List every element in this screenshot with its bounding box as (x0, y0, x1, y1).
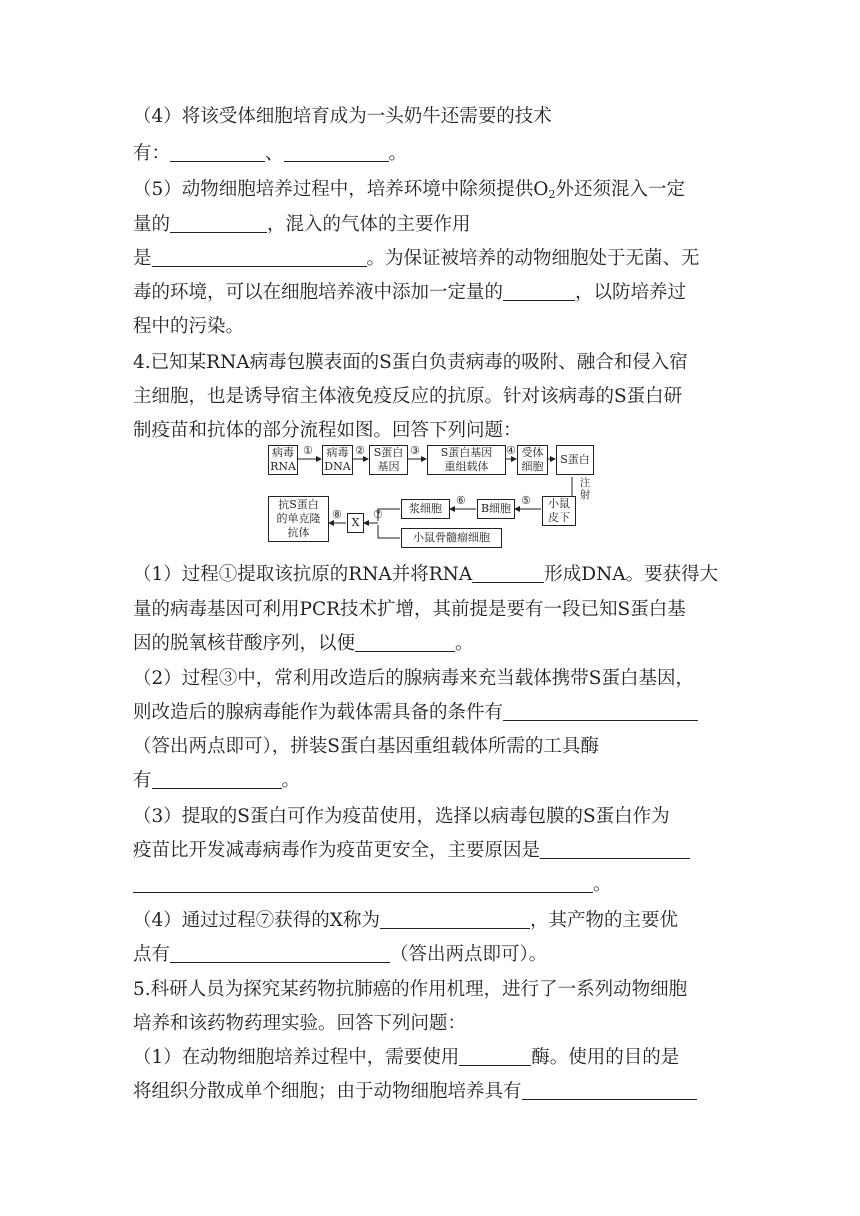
text-line: 将组织分散成单个细胞；由于动物细胞培养具有 (133, 1076, 733, 1108)
text-line: （4）通过过程⑦获得的X称为 ，其产物的主要优 (133, 910, 678, 931)
answer-blank[interactable] (284, 141, 389, 162)
box-virus-dna: 病毒 DNA (322, 445, 353, 475)
text-line: 量的病毒基因可利用PCR技术扩增，其前提是要有一段已知S蛋白基 (133, 599, 686, 620)
step-7-label: ⑦ (373, 508, 383, 521)
answer-blank[interactable] (540, 838, 690, 859)
box-b-cell: B细胞 (477, 499, 515, 519)
text-line: 4.已知某RNA病毒包膜表面的S蛋白负责病毒的吸附、融合和侵入宿 (133, 352, 688, 373)
step-2-label: ② (355, 444, 365, 457)
answer-blank[interactable] (380, 908, 530, 929)
step-4-label: ④ (506, 444, 516, 457)
text-line: （3）提取的S蛋白可作为疫苗使用，选择以病毒包膜的S蛋白作为 (133, 806, 670, 827)
text-line: （1）在动物细胞培养过程中，需要使用 酶。使用的目的是 (133, 1047, 680, 1068)
text-line: 毒的环境，可以在细胞培养液中添加一定量的 ，以防培养过 (133, 282, 687, 303)
answer-blank[interactable] (133, 872, 593, 893)
answer-blank[interactable] (503, 700, 698, 721)
box-s-gene: S蛋白 基因 (369, 445, 408, 475)
inject-label: 注 射 (579, 477, 591, 501)
text-line: （答出两点即可），拼装S蛋白基因重组载体所需的工具酶 (133, 736, 599, 757)
text-line: 程中的污染。 (133, 316, 245, 337)
box-monoclonal-antibody: 抗S蛋白 的单克隆 抗体 (268, 496, 329, 542)
text-line: （5）动物细胞培养过程中，培养环境中除须提供$O_2$外还须混入一定 (133, 179, 685, 201)
text-line: 5.科研人员为探究某药物抗肺癌的作用机理，进行了一系列动物细胞 (133, 979, 688, 1000)
text-line: 疫苗比开发减毒病毒作为疫苗更安全，主要原因是 (133, 835, 733, 867)
box-s-protein: S蛋白 (556, 445, 594, 475)
text-line: （4）将该受体细胞培育成为一头奶牛还需要的技术 (133, 106, 552, 127)
text-line: 因的脱氧核苷酸序列，以便 。 (133, 633, 474, 654)
text-line: 主细胞，也是诱导宿主体液免疫反应的抗原。针对该病毒的S蛋白研 (133, 386, 683, 407)
step-6-label: ⑥ (456, 494, 466, 507)
box-plasma-cell: 浆细胞 (401, 499, 450, 519)
step-8-label: ⑧ (332, 508, 342, 521)
text-line: 有： 、 。 (133, 143, 408, 164)
answer-blank[interactable] (355, 631, 455, 652)
step-5-label: ⑤ (521, 494, 531, 507)
text-line: 是 。为保证被培养的动物细胞处于无菌、无 (133, 248, 700, 269)
box-recipient-cell: 受体 细胞 (517, 445, 548, 475)
box-mouse-subcutaneous: 小鼠 皮下 (542, 496, 576, 526)
box-myeloma-cell: 小鼠骨髓瘤细胞 (401, 528, 502, 548)
text-line: 制疫苗和抗体的部分流程如图。回答下列问题： (133, 420, 522, 441)
text-line: （2）过程③中，常利用改造后的腺病毒来充当载体携带S蛋白基因， (133, 668, 694, 689)
answer-blank[interactable] (152, 768, 282, 789)
answer-blank[interactable] (503, 280, 575, 301)
text-line: 量的 ，混入的气体的主要作用 (133, 214, 471, 235)
answer-blank[interactable] (152, 246, 367, 267)
text-line: 则改造后的腺病毒能作为载体需具备的条件有 (133, 697, 733, 729)
box-recombinant-vector: S蛋白基因 重组载体 (427, 445, 506, 475)
answer-blank[interactable] (459, 1045, 531, 1066)
answer-blank[interactable] (170, 212, 267, 233)
answer-blank[interactable] (522, 1079, 697, 1100)
text-line: 。 (133, 869, 733, 901)
answer-blank[interactable] (170, 942, 390, 963)
step-3-label: ③ (410, 444, 420, 457)
text-line: 培养和该药物药理实验。回答下列问题： (133, 1013, 467, 1034)
box-x: X (347, 513, 364, 533)
answer-blank[interactable] (170, 141, 265, 162)
text-line: 有 。 (133, 770, 301, 791)
flow-diagram (266, 441, 596, 551)
step-1-label: ① (303, 444, 313, 457)
box-virus-rna: 病毒 RNA (268, 445, 298, 475)
answer-blank[interactable] (472, 562, 544, 583)
text-line: 点有 （答出两点即可）。 (133, 944, 548, 965)
text-line: （1）过程①提取该抗原的RNA并将RNA 形成DNA。要获得大 (133, 564, 719, 585)
